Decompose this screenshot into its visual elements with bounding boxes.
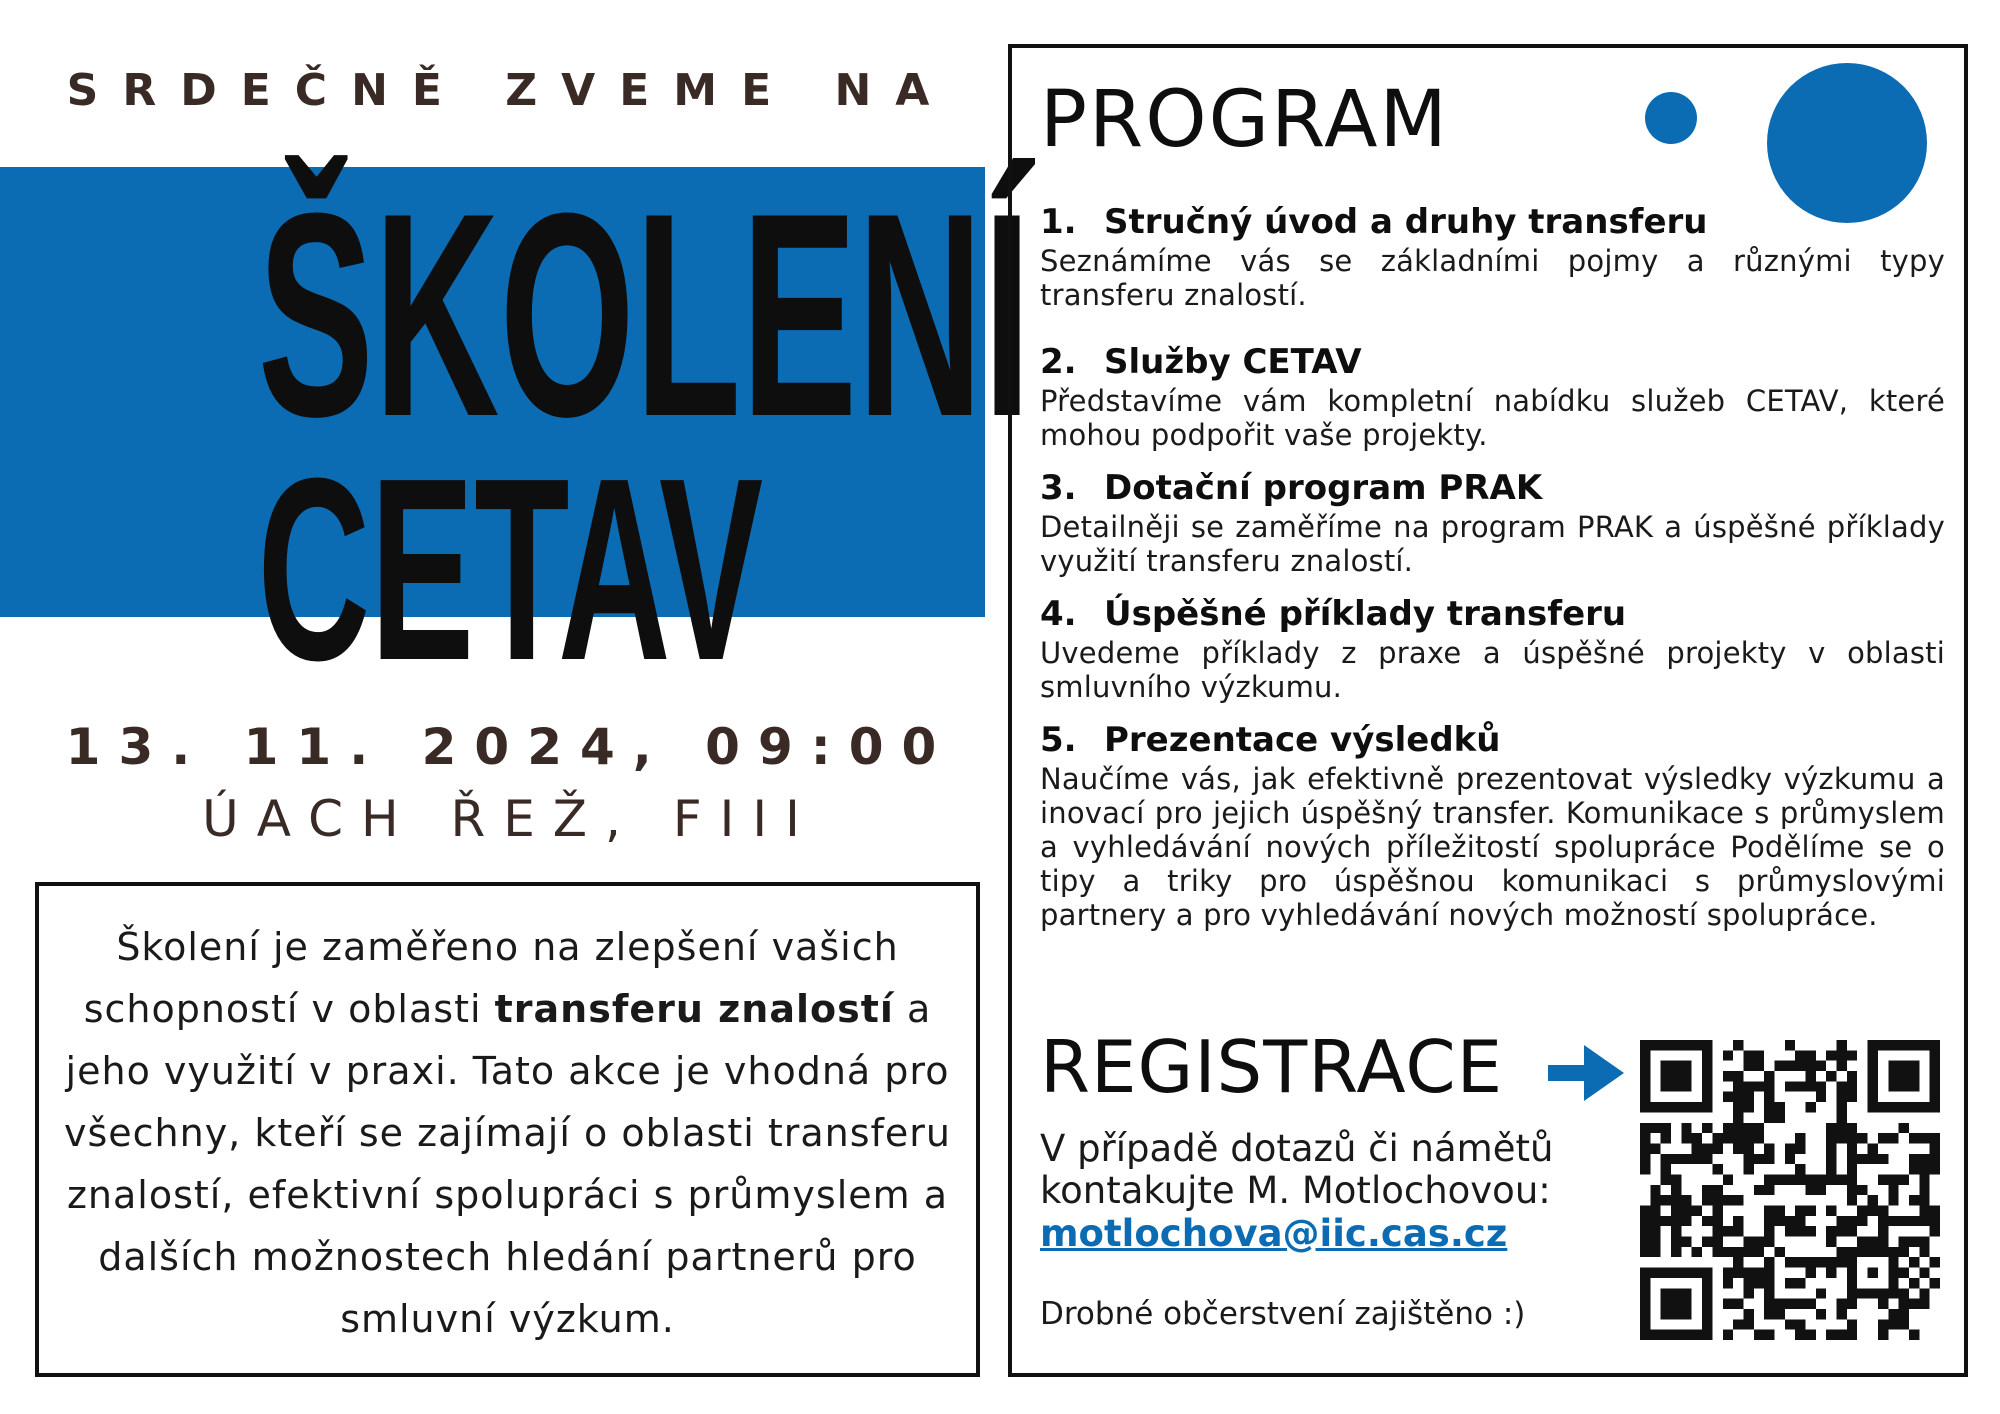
invite-heading: SRDEČNĚ ZVEME NA (66, 65, 954, 116)
program-list (1040, 200, 1945, 932)
program-item-heading (1040, 592, 1945, 636)
program-item-number: 3. (1040, 468, 1077, 508)
description-bold: transferu znalostí (494, 987, 894, 1031)
description-text-2: a jeho využití v praxi. Tato akce je vhodná pro všechny, kteří se zajímají o oblasti transferu znalostí, efektivní spolupráci s průmyslem a dalších možnostech hledání partnerů pro smluvní výzkum. (63, 987, 952, 1341)
program-item-description: Představíme vám kompletní nabídku služeb CETAV, které mohou podpořit vaše projekty. (1040, 384, 1945, 452)
program-item-number: 1. (1040, 202, 1077, 242)
event-title-line-2 (0, 425, 1020, 715)
description-text-1: Školení je zaměřeno na zlepšení vašich schopností v oblasti (83, 925, 899, 1031)
refreshments-note: Drobné občerstvení zajištěno :) (1040, 1296, 1526, 1332)
qr-code-icon[interactable] (1640, 1040, 1940, 1340)
program-item-heading (1040, 718, 1945, 762)
program-item-title: Úspěšné příklady transferu (1104, 594, 1627, 634)
program-item-description: Naučíme vás, jak efektivně prezentovat výsledky výzkumu a inovací pro jejich úspěšný transfer. Komunikace s průmyslem a vyhledávání nových příležitostí spolupráce Podělíme se o tipy a triky pro úspěšnou komunikaci s průmyslovými partnery a pro vyhledávání nových možností spolupráce. (1040, 762, 1945, 932)
program-item-heading (1040, 340, 1945, 384)
registration-title: REGISTRACE (1040, 1025, 1504, 1109)
program-title: PROGRAM (1040, 75, 1449, 165)
program-item-heading (1040, 200, 1945, 244)
program-item-number: 2. (1040, 342, 1077, 382)
event-title-text-2: CETAV (257, 425, 763, 715)
program-item-title: Prezentace výsledků (1104, 720, 1501, 760)
program-item-description: Uvedeme příklady z praxe a úspěšné projekty v oblasti smluvního výzkumu. (1040, 636, 1945, 704)
program-item (1040, 718, 1945, 932)
contact-email-link[interactable]: motlochova@iic.cas.cz (1040, 1212, 1508, 1255)
program-item-title: Dotační program PRAK (1104, 468, 1543, 508)
event-datetime: 13. 11. 2024, 09:00 (65, 718, 955, 776)
program-item-description: Detailněji se zaměříme na program PRAK a úspěšné příklady využití transferu znalostí. (1040, 510, 1945, 578)
program-item (1040, 340, 1945, 452)
program-item-title: Služby CETAV (1104, 342, 1362, 382)
program-item-number: 4. (1040, 594, 1077, 634)
program-item-description: Seznámíme vás se základními pojmy a různými typy transferu znalostí. (1040, 244, 1945, 312)
event-title-text-1: ŠKOLENÍ (257, 153, 1032, 477)
description-box (35, 882, 980, 1377)
program-item-number: 5. (1040, 720, 1077, 760)
arrow-right-icon (1548, 1045, 1624, 1101)
program-item (1040, 200, 1945, 312)
program-item (1040, 466, 1945, 578)
decorative-dot-large (1767, 63, 1927, 223)
event-title-line-1 (0, 153, 1032, 477)
program-item (1040, 592, 1945, 704)
program-item-heading (1040, 466, 1945, 510)
event-location: ÚACH ŘEŽ, FIII (202, 790, 818, 848)
decorative-dot-small (1645, 92, 1697, 144)
program-item-title: Stručný úvod a druhy transferu (1104, 202, 1708, 242)
contact-text: V případě dotazů či námětů kontakujte M. Motlochovou: (1040, 1127, 1554, 1212)
